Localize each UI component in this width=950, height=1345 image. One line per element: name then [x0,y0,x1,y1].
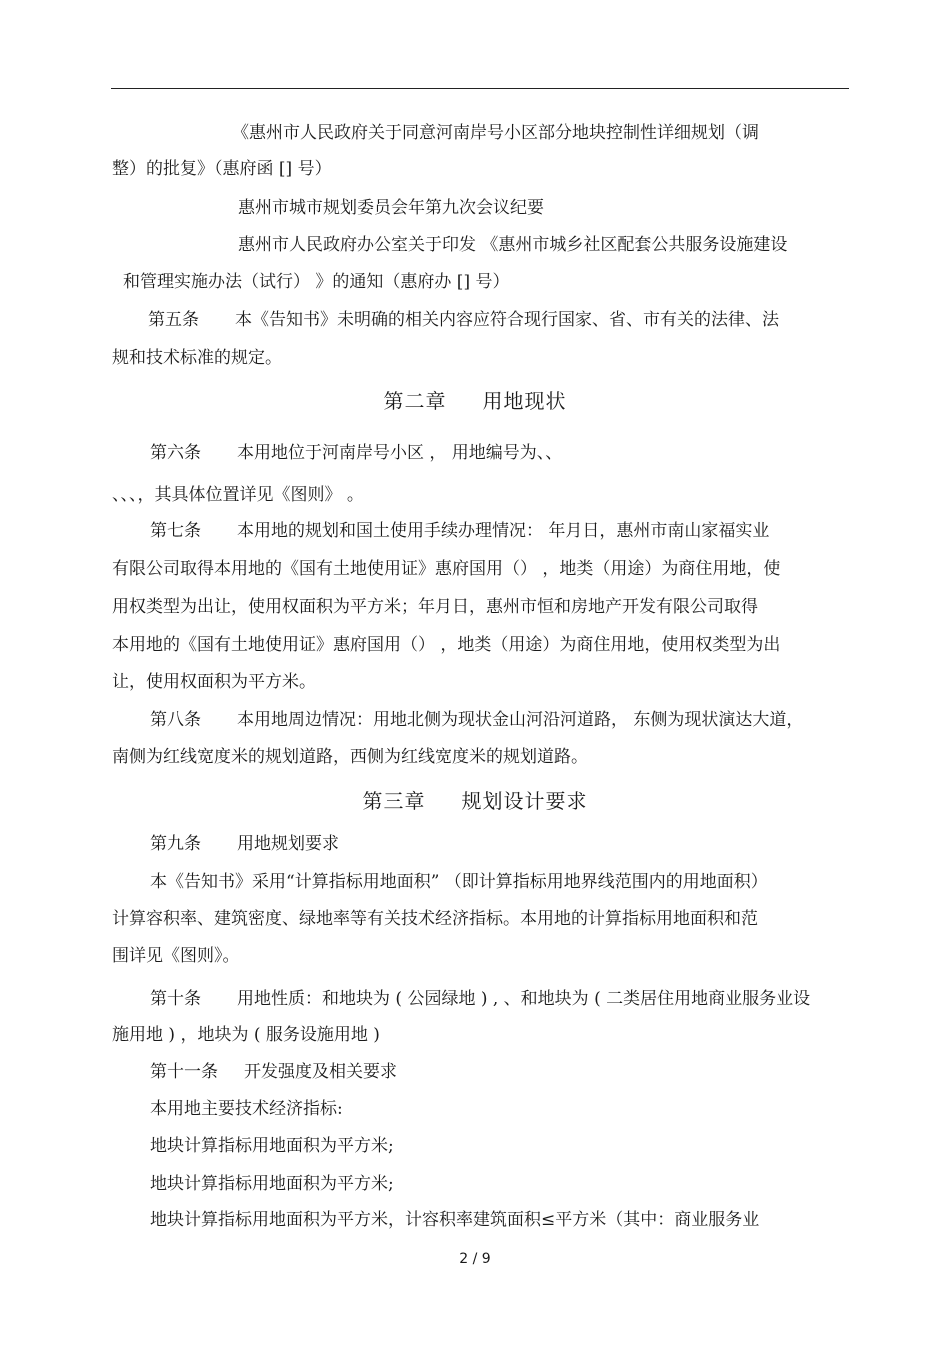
article-text: 用地性质：和地块为 ( 公园绿地 ) , 、和地块为 ( 二类居住用地商业服务业设 [237,989,811,1009]
article-text: 本用地的规划和国土使用手续办理情况： 年月日，惠州市南山家福实业 [237,521,770,541]
text-line: 围详见《图则》。 [112,946,240,966]
article-text: 开发强度及相关要求 [244,1062,397,1082]
chapter-title: 规划设计要求 [461,789,588,813]
text-line: 本用地主要技术经济指标: [150,1099,343,1119]
text-line: 有限公司取得本用地的《国有土地使用证》惠府国用（） ，地类（用途）为商住用地，使 [112,559,781,579]
text-line: 惠州市人民政府办公室关于印发 《惠州市城乡社区配套公共服务设施建设 [238,235,788,255]
article-text: 本用地周边情况：用地北侧为现状金山河沿河道路， 东侧为现状演达大道， [237,710,804,730]
page-number: 2 / 9 [459,1251,491,1267]
text-line: 规和技术标准的规定。 [112,348,282,368]
article-text: 用地规划要求 [237,834,339,854]
text-line: 南侧为红线宽度米的规划道路，西侧为红线宽度米的规划道路。 [112,747,588,767]
article-11 [150,1060,397,1084]
article-label: 第五条 [148,310,199,330]
article-label: 第七条 [150,521,201,541]
article-label: 第十条 [150,989,201,1009]
text-line: 地块计算指标用地面积为平方米; [150,1174,394,1194]
text-line: 《惠州市人民政府关于同意河南岸号小区部分地块控制性详细规划（调 [232,123,759,143]
article-label: 第六条 [150,443,201,463]
article-text: 本用地位于河南岸号小区 ， 用地编号为、、 [237,443,563,463]
chapter-3-heading [0,788,950,814]
article-label: 第八条 [150,710,201,730]
chapter-title: 用地现状 [482,389,567,413]
chapter-number: 第三章 [362,789,426,813]
article-5 [148,308,779,332]
article-8 [150,708,803,732]
text-line: 计算容积率、建筑密度、绿地率等有关技术经济指标。本用地的计算指标用地面积和范 [112,909,758,929]
article-7 [150,519,769,543]
text-line: 本用地的《国有土地使用证》惠府国用（） ，地类（用途）为商住用地，使用权类型为出 [112,635,781,655]
text-line: 整）的批复》（惠府函 [] 号） [112,159,332,179]
article-label: 第十一条 [150,1062,218,1082]
text-line: 、、、，其具体位置详见《图则》 。 [112,485,364,505]
text-line: 本《告知书》采用“计算指标用地面积” （即计算指标用地界线范围内的用地面积） [150,872,768,892]
text-line: 用权类型为出让，使用权面积为平方米；年月日，惠州市恒和房地产开发有限公司取得 [112,597,758,617]
chapter-number: 第二章 [383,389,447,413]
text-line: 地块计算指标用地面积为平方米; [150,1136,394,1156]
chapter-2-heading [0,388,950,414]
text-line: 和管理实施办法（试行） 》的通知（惠府办 [] 号） [123,272,510,292]
header-rule [111,88,849,89]
text-line: 让，使用权面积为平方米。 [112,672,316,692]
text-line: 惠州市城市规划委员会年第九次会议纪要 [238,198,544,218]
text-line: 地块计算指标用地面积为平方米，计容积率建筑面积≤平方米（其中：商业服务业 [150,1210,760,1230]
text-line: 施用地 ) ，地块为 ( 服务设施用地 ) [112,1025,380,1045]
article-9 [150,832,339,856]
article-6 [150,441,562,465]
article-text: 本《告知书》未明确的相关内容应符合现行国家、省、市有关的法律、法 [235,310,779,330]
article-10 [150,987,810,1011]
article-label: 第九条 [150,834,201,854]
